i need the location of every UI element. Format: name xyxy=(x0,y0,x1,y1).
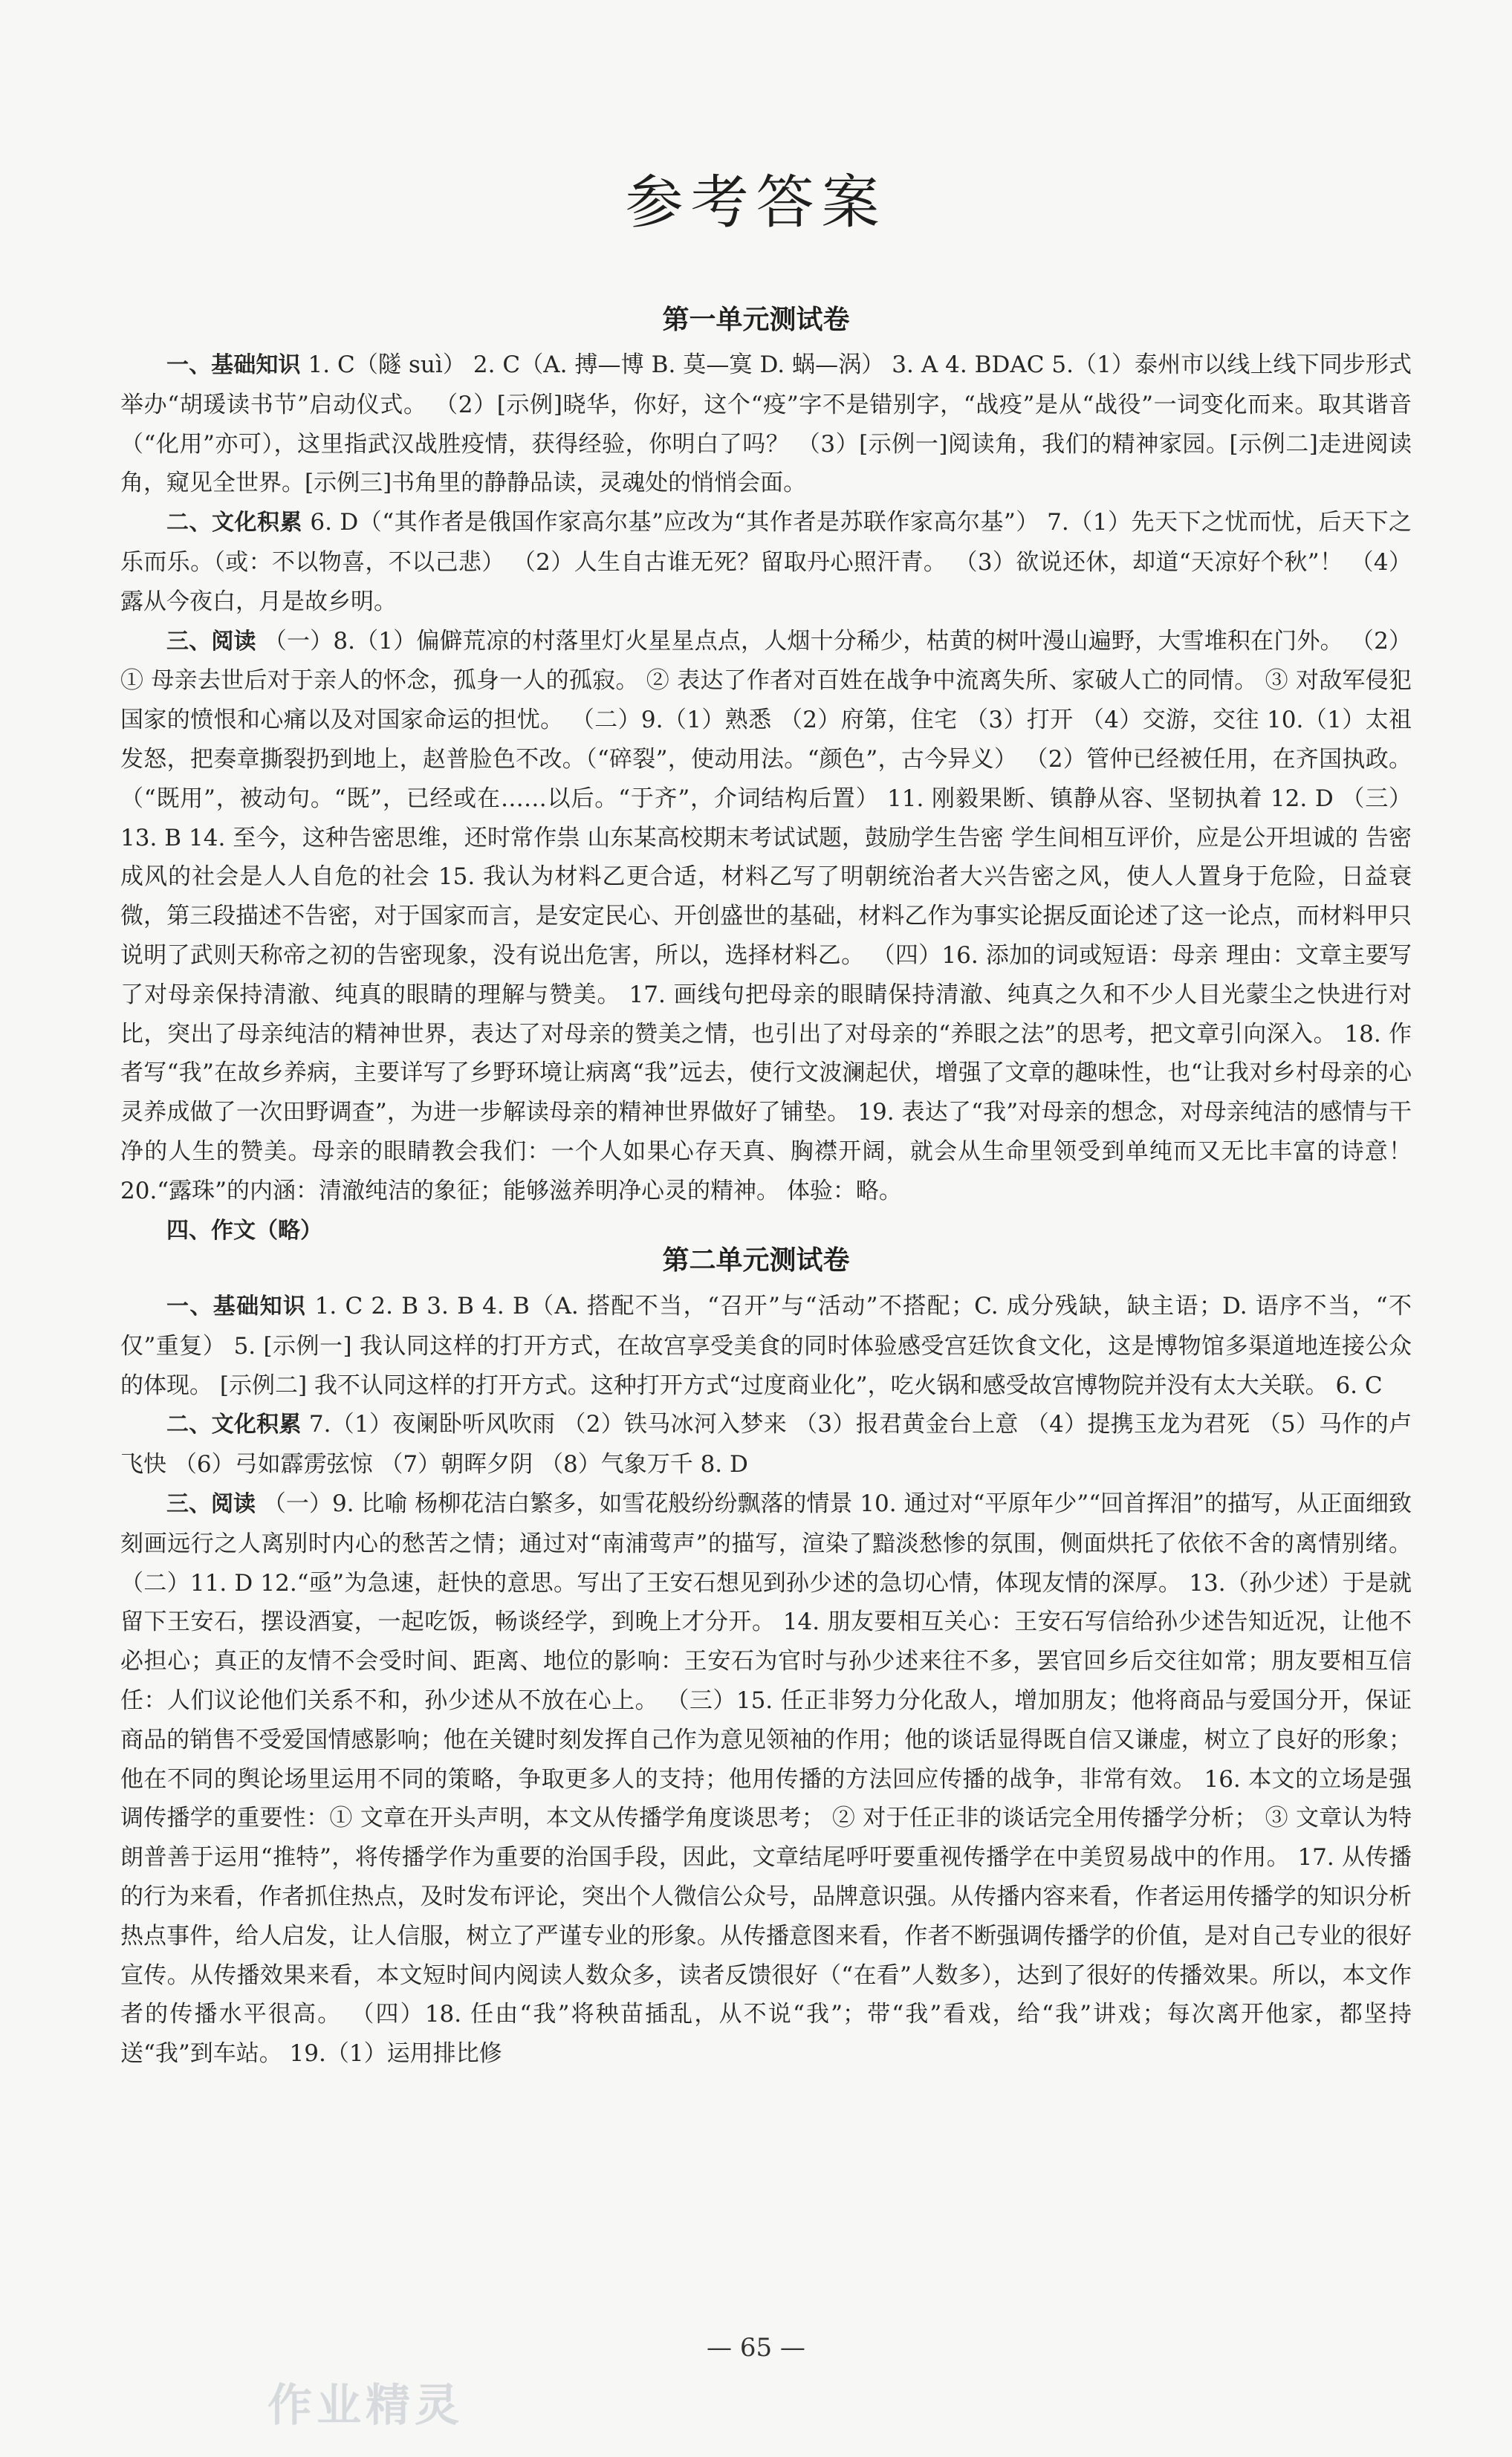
watermark: 作业精灵 xyxy=(267,2380,464,2432)
answer-paragraph xyxy=(120,1405,1412,1484)
answer-text: 7.（1）夜阑卧听风吹雨 （2）铁马冰河入梦来 （3）报君黄金台上意 （4）提携玉龙为君死 （5）马作的卢飞快 （6）弓如霹雳弦惊 （7）朝晖夕阴 （8）气象万千 8. D xyxy=(120,1411,1412,1479)
answer-text: 1. C（隧 suì） 2. C（A. 搏—博 B. 莫—寞 D. 蜗—涡） 3. A 4. BDAC 5.（1）泰州市以线上线下同步形式举办“胡瑗读书节”启动仪式。 （2）[示例]晓华，你好，这个“疫”字不是错别字，“战疫”是从“战役”一词变化而来。取其谐音（“化用”亦可），这里指武汉战胜疫情，获得经验，你明白了吗？ （3）[示例一]阅读角，我们的精神家园。[示例二]走进阅读角，窥见全世界。[示例三]书角里的静静品读，灵魂处的悄悄会面。 xyxy=(120,351,1412,497)
answer-paragraph xyxy=(120,1287,1412,1405)
answer-paragraph xyxy=(120,503,1412,621)
answer-text: （一）8.（1）偏僻荒凉的村落里灯火星星点点，人烟十分稀少，枯黄的树叶漫山遍野，大雪堆积在门外。 （2）① 母亲去世后对于亲人的怀念，孤身一人的孤寂。 ② 表达了作者对百姓在战争中流离失所、家破人亡的同情。 ③ 对敌军侵犯国家的愤恨和心痛以及对国家命运的担忧。 （二）9.（1）熟悉 （2）府第，住宅 （3）打开 （4）交游，交往 10.（1）太祖发怒，把奏章撕裂扔到地上，赵普脸色不改。（“碎裂”，使动用法。“颜色”，古今异义） （2）管仲已经被任用，在齐国执政。（“既用”，被动句。“既”，已经或在……以后。“于齐”，介词结构后置） 11. 刚毅果断、镇静从容、坚韧执着 12. D （三）13. B 14. 至今，这种告密思维，还时常作祟 山东某高校期末考试试题，鼓励学生告密 学生间相互评价，应是公开坦诚的 告密成风的社会是人人自危的社会 15. 我认为材料乙更合适，材料乙写了明朝统治者大兴告密之风，使人人置身于危险，日益衰微，第三段描述不告密，对于国家而言，是安定民心、开创盛世的基础，材料乙作为事实论据反面论述了这一论点，而材料甲只说明了武则天称帝之初的告密现象，没有说出危害，所以，选择材料乙。 （四）16. 添加的词或短语：母亲 理由：文章主要写了对母亲保持清澈、纯真的眼睛的理解与赞美。 17. 画线句把母亲的眼睛保持清澈、纯真之久和不少人目光蒙尘之快进行对比，突出了母亲纯洁的精神世界，表达了对母亲的赞美之情，也引出了对母亲的“养眼之法”的思考，把文章引向深入。 18. 作者写“我”在故乡养病，主要详写了乡野环境让病离“我”远去，使行文波澜起伏，增强了文章的趣味性，也“让我对乡村母亲的心灵养成做了一次田野调查”，为进一步解读母亲的精神世界做好了铺垫。 19. 表达了“我”对母亲的想念，对母亲纯洁的感情与干净的人生的赞美。母亲的眼睛教会我们：一个人如果心存天真、胸襟开阔，就会从生命里领受到单纯而又无比丰富的诗意！ 20.“露珠”的内涵：清澈纯洁的象征；能够滋养明净心灵的精神。 体验：略。 xyxy=(120,627,1412,1204)
part-heading: 三、阅读 xyxy=(166,628,256,655)
answer-paragraph xyxy=(120,345,1412,503)
part-heading: 四、作文（略） xyxy=(166,1217,322,1244)
section-title-unit-2: 第二单元测试卷 xyxy=(662,1244,850,1276)
answer-text: 1. C 2. B 3. B 4. B（A. 搭配不当，“召开”与“活动”不搭配；C. 成分残缺，缺主语；D. 语序不当，“不仅”重复） 5. [示例一] 我认同这样的打开方式，在故宫享受美食的同时体验感受宫廷饮食文化，这是博物馆多渠道地连接公众的体现。 [示例二] 我不认同这样的打开方式。这种打开方式“过度商业化”，吃火锅和感受故宫博物院并没有太大关联。 6. C xyxy=(120,1293,1412,1399)
section-title-unit-1: 第一单元测试卷 xyxy=(662,304,850,335)
part-heading: 二、文化积累 xyxy=(166,1412,302,1438)
answer-text: 6. D（“其作者是俄国作家高尔基”应改为“其作者是苏联作家高尔基”） 7.（1）先天下之忧而忧，后天下之乐而乐。（或：不以物喜，不以己悲） （2）人生自古谁无死？留取丹心照汗青。 （3）欲说还休，却道“天凉好个秋”！ （4）露从今夜白，月是故乡明。 xyxy=(120,509,1412,615)
part-heading: 三、阅读 xyxy=(166,1490,256,1517)
section-body-unit-2 xyxy=(120,1287,1412,2074)
answer-paragraph xyxy=(120,622,1412,1211)
page-title: 参考答案 xyxy=(625,169,887,236)
section-body-unit-1 xyxy=(120,345,1412,1250)
part-heading: 二、文化积累 xyxy=(166,510,303,536)
part-heading: 一、基础知识 xyxy=(166,352,301,378)
answer-paragraph xyxy=(120,1484,1412,2074)
part-heading: 一、基础知识 xyxy=(166,1294,307,1320)
answer-text: （一）9. 比喻 杨柳花洁白繁多，如雪花般纷纷飘落的情景 10. 通过对“平原年少”“回首挥泪”的描写，从正面细致刻画远行之人离别时内心的愁苦之情；通过对“南浦莺声”的描写，渲染了黯淡愁惨的氛围，侧面烘托了依依不舍的离情别绪。 （二）11. D 12.“亟”为急速，赶快的意思。写出了王安石想见到孙少述的急切心情，体现友情的深厚。 13.（孙少述）于是就留下王安石，摆设酒宴，一起吃饭，畅谈经学，到晚上才分开。 14. 朋友要相互关心：王安石写信给孙少述告知近况，让他不必担心；真正的友情不会受时间、距离、地位的影响：王安石为官时与孙少述来往不多，罢官回乡后交往如常；朋友要相互信任：人们议论他们关系不和，孙少述从不放在心上。 （三）15. 任正非努力分化敌人，增加朋友；他将商品与爱国分开，保证商品的销售不受爱国情感影响；他在关键时刻发挥自己作为意见领袖的作用；他的谈话显得既自信又谦虚，树立了良好的形象；他在不同的舆论场里运用不同的策略，争取更多人的支持；他用传播的方法回应传播的战争，非常有效。 16. 本文的立场是强调传播学的重要性：① 文章在开头声明，本文从传播学角度谈思考； ② 对于任正非的谈话完全用传播学分析； ③ 文章认为特朗普善于运用“推特”，将传播学作为重要的治国手段，因此，文章结尾呼吁要重视传播学在中美贸易战中的作用。 17. 从传播的行为来看，作者抓住热点，及时发布评论，突出个人微信公众号，品牌意识强。从传播内容来看，作者运用传播学的知识分析热点事件，给人启发，让人信服，树立了严谨专业的形象。从传播意图来看，作者不断强调传播学的价值，是对自己专业的很好宣传。从传播效果来看，本文短时间内阅读人数众多，读者反馈很好（“在看”人数多），达到了很好的传播效果。所以，本文作者的传播水平很高。 （四）18. 任由“我”将秧苗插乱，从不说“我”；带“我”看戏，给“我”讲戏；每次离开他家，都坚持送“我”到车站。 19.（1）运用排比修 xyxy=(120,1490,1412,2068)
page-number: — 65 — xyxy=(707,2333,805,2363)
